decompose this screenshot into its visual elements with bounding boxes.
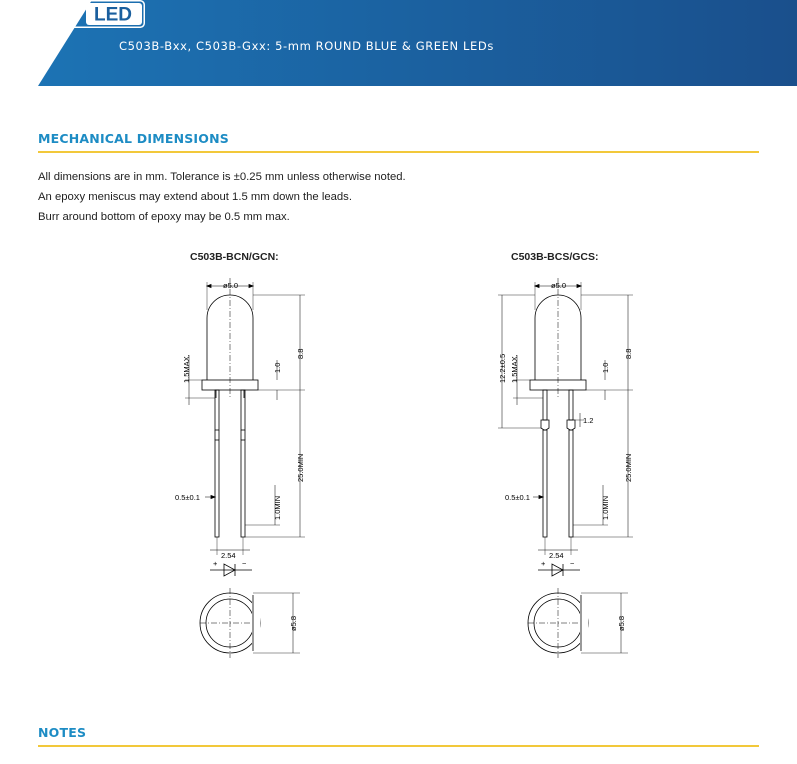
led-drawing-bcs (488, 270, 648, 670)
dim-lead-width: 0.5±0.1 (175, 493, 200, 502)
meniscus-note: An epoxy meniscus may extend about 1.5 mm down the leads. (38, 191, 352, 203)
logo-cree-text: CREE (6, 4, 59, 26)
lead-cathode-lower (569, 430, 573, 537)
lead-anode-lower (215, 440, 219, 537)
stopper-anode (541, 420, 549, 430)
mechanical-dimensions-heading: MECHANICAL DIMENSIONS (38, 131, 229, 146)
lead-cathode-lower (241, 440, 245, 537)
header-banner (0, 0, 797, 86)
dim-stopper: 1.2 (583, 416, 594, 425)
dim-min: 1.0MIN (601, 495, 610, 520)
bottom-view (200, 588, 300, 658)
polarity-plus: + (541, 559, 546, 568)
dim-diameter: ø5.0 (551, 281, 567, 290)
dim-diameter: ø5.0 (223, 281, 239, 290)
dim-flange: 1.0 (273, 362, 282, 373)
dim-pitch: 2.54 (549, 551, 564, 560)
dim-lead-length: 25.0MIN (296, 453, 305, 482)
bottom-view (528, 588, 628, 658)
dim-flange: 1.0 (601, 362, 610, 373)
logo-diamond-icon (69, 5, 81, 23)
section-divider (38, 151, 759, 153)
document-title: C503B-Bxx, C503B-Gxx: 5-mm ROUND BLUE & GREEN LEDs (119, 39, 494, 53)
cree-led-logo (0, 0, 145, 28)
dim-bottom-dia: ø5.8 (289, 615, 298, 631)
notes-heading: NOTES (38, 725, 87, 740)
dim-bottom-dia: ø5.8 (617, 615, 626, 631)
lead-cathode-upper (569, 390, 573, 420)
diagram-title-bcn: C503B-BCN/GCN: (190, 251, 279, 263)
dim-meniscus: 1.5MAX. (182, 354, 191, 383)
diagram-title-bcs: C503B-BCS/GCS: (511, 251, 599, 263)
dim-height: 8.8 (296, 348, 305, 359)
polarity-minus: − (570, 559, 575, 568)
polarity-minus: − (242, 559, 247, 568)
stopper-cathode (567, 420, 575, 430)
dim-meniscus: 1.5MAX. (510, 354, 519, 383)
led-drawing-bcn (160, 270, 320, 670)
dim-height: 8.8 (624, 348, 633, 359)
dim-lead-width: 0.5±0.1 (505, 493, 530, 502)
logo-led-text: LED (94, 4, 132, 26)
lead-anode-upper (543, 390, 547, 420)
tolerance-note: All dimensions are in mm. Tolerance is ±0.25 mm unless otherwise noted. (38, 171, 406, 183)
lead-anode-lower (543, 430, 547, 537)
dim-pitch: 2.54 (221, 551, 236, 560)
dim-min: 1.0MIN (273, 495, 282, 520)
polarity-plus: + (213, 559, 218, 568)
burr-note: Burr around bottom of epoxy may be 0.5 mm max. (38, 211, 290, 223)
notes-divider (38, 745, 759, 747)
dim-total: 12.2±0.5 (498, 353, 507, 383)
dim-lead-length: 25.0MIN (624, 453, 633, 482)
